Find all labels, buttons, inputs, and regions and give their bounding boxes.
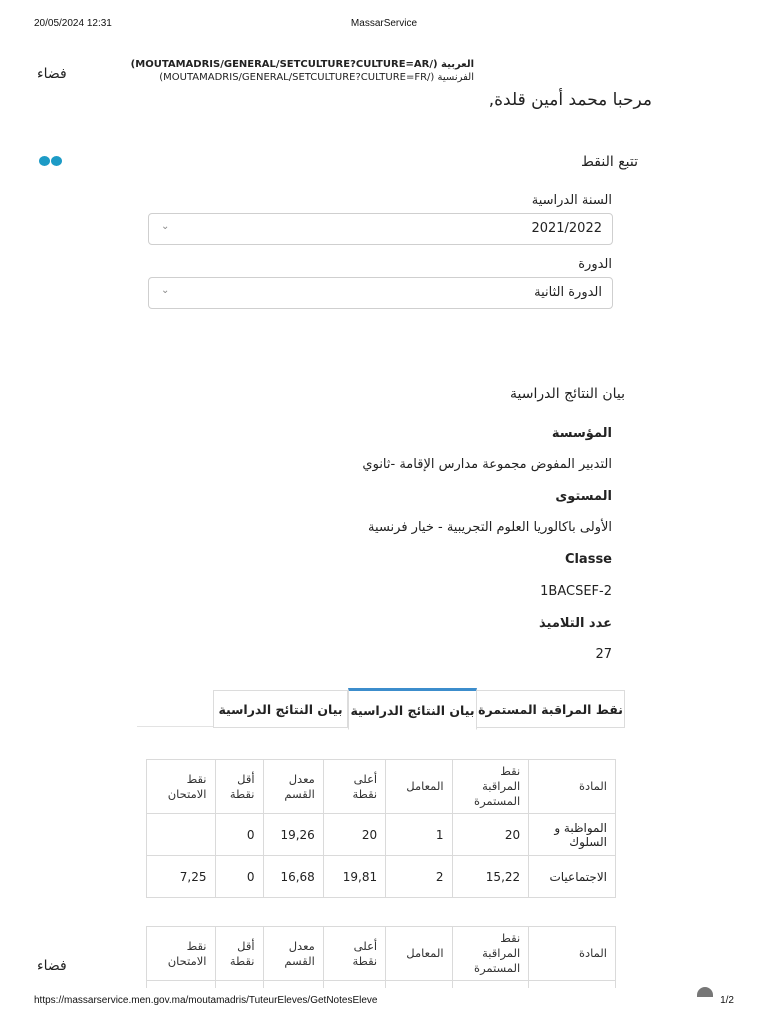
column-header: المادة bbox=[529, 927, 616, 981]
table-cell bbox=[529, 981, 616, 989]
term-select[interactable] bbox=[148, 277, 613, 309]
table-cell: 16,68 bbox=[263, 856, 323, 898]
logo-text-bottom[interactable]: فضاء bbox=[37, 958, 67, 974]
column-header: نقط الامتحان bbox=[147, 760, 216, 814]
table-cell bbox=[386, 981, 452, 989]
tab-results-statement[interactable]: بيان النتائج الدراسية bbox=[213, 690, 348, 728]
table-header-row bbox=[147, 927, 616, 981]
table-cell bbox=[263, 981, 323, 989]
school-year-value: 2021/2022 bbox=[531, 221, 602, 236]
students-count-value: 27 bbox=[595, 647, 612, 662]
print-page-title: MassarService bbox=[350, 18, 418, 29]
term-label: الدورة bbox=[578, 257, 612, 272]
column-header: معدل القسم bbox=[263, 760, 323, 814]
table-cell: 15,22 bbox=[452, 856, 529, 898]
chevron-down-icon: ⌄ bbox=[161, 221, 170, 232]
column-header: المعامل bbox=[386, 760, 452, 814]
table-cell bbox=[452, 981, 529, 989]
column-header: نقط الامتحان bbox=[147, 927, 216, 981]
table-cell: 20 bbox=[452, 814, 529, 856]
column-header: المادة bbox=[529, 760, 616, 814]
table-cell: 20 bbox=[323, 814, 385, 856]
table-header-row bbox=[147, 760, 616, 814]
chevron-down-icon: ⌄ bbox=[161, 285, 170, 296]
column-header: أعلى نقطة bbox=[323, 760, 385, 814]
grades-table-2-clip bbox=[146, 926, 618, 988]
welcome-message: مرحبا محمد أمين قلدة, bbox=[488, 90, 652, 110]
class-label: Classe bbox=[564, 552, 612, 567]
table-cell bbox=[147, 814, 216, 856]
grades-tracking-title: تتبع النقط bbox=[581, 154, 638, 170]
students-count-label: عدد التلاميذ bbox=[539, 616, 612, 631]
results-title: بيان النتائج الدراسية bbox=[510, 386, 625, 402]
class-value: 1BACSEF-2 bbox=[540, 584, 612, 599]
institution-label: المؤسسة bbox=[551, 426, 612, 441]
grades-table bbox=[146, 759, 616, 898]
print-datetime: 20/05/2024 12:31 bbox=[34, 18, 112, 29]
grades-table-2 bbox=[146, 926, 616, 988]
arabic-language-link[interactable]: (MOUTAMADRIS/GENERAL/SETCULTURE?CULTURE=AR/) العربية bbox=[130, 59, 474, 70]
table-cell bbox=[147, 981, 216, 989]
table-cell: 0 bbox=[215, 856, 263, 898]
results-tabs bbox=[137, 689, 624, 727]
print-page-number: 1/2 bbox=[720, 995, 734, 1006]
column-header: نقط المراقبة المستمرة bbox=[452, 927, 529, 981]
table-cell: الاجتماعيات bbox=[529, 856, 616, 898]
language-links bbox=[131, 58, 474, 84]
tab-continuous-assessment[interactable]: نقط المراقبة المستمرة bbox=[476, 690, 625, 728]
school-year-label: السنة الدراسية bbox=[531, 193, 612, 208]
level-value: الأولى باكالوريا العلوم التجريبية - خيار فرنسية bbox=[368, 520, 612, 535]
column-header: أقل نقطة bbox=[215, 927, 263, 981]
french-language-link[interactable]: (MOUTAMADRIS/GENERAL/SETCULTURE?CULTURE=FR/) الفرنسية bbox=[159, 72, 474, 83]
term-value: الدورة الثانية bbox=[534, 285, 602, 300]
scroll-top-button[interactable] bbox=[697, 987, 713, 997]
print-footer-url: https://massarservice.men.gov.ma/moutamadris/TuteurEleves/GetNotesEleve bbox=[34, 995, 378, 1006]
table-cell: 19,26 bbox=[263, 814, 323, 856]
school-year-select[interactable] bbox=[148, 213, 613, 245]
table-cell: 7,25 bbox=[147, 856, 216, 898]
table-cell bbox=[215, 981, 263, 989]
table-cell bbox=[323, 981, 385, 989]
column-header: أقل نقطة bbox=[215, 760, 263, 814]
table-cell: 1 bbox=[386, 814, 452, 856]
table-cell: المواظبة و السلوك bbox=[529, 814, 616, 856]
table-cell: 2 bbox=[386, 856, 452, 898]
level-label: المستوى bbox=[555, 489, 612, 504]
column-header: معدل القسم bbox=[263, 927, 323, 981]
table-row bbox=[147, 981, 616, 989]
table-row bbox=[147, 856, 616, 898]
table-cell: 19,81 bbox=[323, 856, 385, 898]
column-header: أعلى نقطة bbox=[323, 927, 385, 981]
column-header: المعامل bbox=[386, 927, 452, 981]
column-header: نقط المراقبة المستمرة bbox=[452, 760, 529, 814]
table-cell: 0 bbox=[215, 814, 263, 856]
institution-value: التدبير المفوض مجموعة مدارس الإقامة -ثانوي bbox=[362, 457, 612, 472]
table-row bbox=[147, 814, 616, 856]
menu-dots-icon[interactable] bbox=[39, 151, 65, 161]
tab-results-statement-active[interactable]: بيان النتائج الدراسية bbox=[348, 688, 477, 730]
logo-text[interactable]: فضاء bbox=[37, 66, 67, 82]
